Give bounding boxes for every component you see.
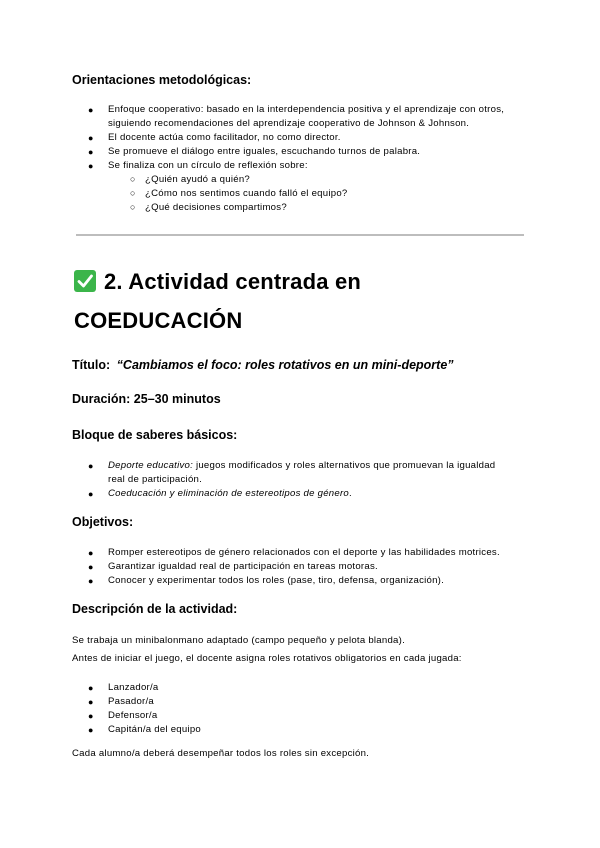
list-item: ● Romper estereotipos de género relacionados con el deporte y las habilidades motrices. [88, 547, 500, 558]
section-heading-orientaciones: Orientaciones metodológicas: [72, 73, 252, 87]
list-item: ● Defensor/a [88, 710, 158, 721]
list-item: ● Enfoque cooperativo: basado en la interdependencia positiva y el aprendizaje con otros, [88, 104, 505, 115]
list-item: ● Se finaliza con un círculo de reflexión sobre: [88, 160, 308, 171]
list-item-continuation: real de participación. [108, 474, 203, 485]
list-item: ● Coeducación y eliminación de estereotipos de género. [88, 488, 352, 499]
list-item-continuation: siguiendo recomendaciones del aprendizaje cooperativo de Johnson & Johnson. [108, 118, 470, 129]
descripcion-heading: Descripción de la actividad: [72, 602, 238, 616]
descripcion-paragraph-1: Se trabaja un minibalonmano adaptado (campo pequeño y pelota blanda). [72, 635, 406, 646]
section-title-line2: COEDUCACIÓN [74, 308, 243, 333]
list-item: ● El docente actúa como facilitador, no como director. [88, 132, 341, 143]
closing-paragraph: Cada alumno/a deberá desempeñar todos los roles sin excepción. [72, 748, 370, 759]
list-item: ● Conocer y experimentar todos los roles (pase, tiro, defensa, organización). [88, 575, 445, 586]
list-item: ● Lanzador/a [88, 682, 159, 693]
list-item: ● Pasador/a [88, 696, 154, 707]
list-item: ● Se promueve el diálogo entre iguales, escuchando turnos de palabra. [88, 146, 421, 157]
sub-list-item: ○ ¿Qué decisiones compartimos? [130, 202, 287, 213]
check-mark-button-icon [74, 270, 96, 292]
objetivos-heading: Objetivos: [72, 515, 134, 529]
orientaciones-list [88, 103, 548, 173]
duracion-line: Duración: 25–30 minutos [72, 392, 221, 406]
reflexion-sub-list [130, 173, 525, 215]
section-title [74, 269, 361, 295]
roles-list [88, 681, 408, 737]
titulo-value: “Cambiamos el foco: roles rotativos en un mini-deporte” [116, 358, 454, 372]
saberes-list [88, 459, 548, 501]
objetivos-list [88, 546, 548, 588]
horizontal-divider [76, 234, 524, 236]
titulo-line [72, 358, 454, 372]
descripcion-paragraph-2: Antes de iniciar el juego, el docente asigna roles rotativos obligatorios en cada jugada: [72, 653, 462, 664]
sub-list-item: ○ ¿Cómo nos sentimos cuando falló el equipo? [130, 188, 348, 199]
sub-list-item: ○ ¿Quién ayudó a quién? [130, 174, 250, 185]
list-item: ● Capitán/a del equipo [88, 724, 202, 735]
titulo-label: Título: [72, 358, 111, 372]
list-item: ● Deporte educativo: juegos modificados y roles alternativos que promuevan la igualdad [88, 460, 496, 471]
list-item: ● Garantizar igualdad real de participación en tareas motoras. [88, 561, 378, 572]
saberes-heading: Bloque de saberes básicos: [72, 428, 238, 442]
section-title-line1: 2. Actividad centrada en [104, 269, 362, 294]
